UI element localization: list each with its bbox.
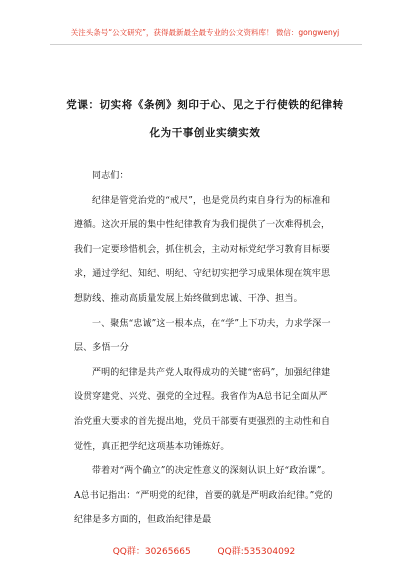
footer-qq-group-2: QQ群:535304092 — [217, 547, 296, 557]
paragraph: 纪律是管党治党的“戒尺”，也是党员约束自身行为的标准和遵循。这次开展的集中性纪律教育为我们提供了一次难得机会，我们一定要珍惜机会，抓住机会，主动对标党纪学习教育目标要求，通过学纪、知纪、明纪、守纪切实把学习成果体现在筑牢思想防线、推动高质量发展上始终做到忠诚、干净、担当。 — [74, 195, 331, 304]
salutation: 同志们： — [92, 171, 129, 181]
document-body — [74, 164, 336, 533]
document-title-line-2: 化为干事创业实绩实效 — [149, 127, 261, 139]
document-title-line-1: 党课：切实将《条例》刻印于心、见之于行使铁的纪律转 — [66, 99, 344, 111]
section-heading: 一、聚焦“忠诚”这一根本点，在“学”上下功夫，力求学深一层、多悟一分 — [74, 318, 331, 354]
page-header-notice: 关注头条号“公文研究”，获得最新最全最专业的公文资料库！ 微信：gongwenyj — [70, 28, 340, 37]
footer-qq-group-1: QQ群：30265665 — [112, 547, 191, 557]
header-divider — [50, 44, 362, 45]
page-footer — [0, 544, 408, 557]
paragraph: 带着对“两个确立”的决定性意义的深刻认识上好“政治课”。A总书记指出：“严明党的纪律，首要的就是严明政治纪律。”党的纪律是多方面的，但政治纪律是最 — [74, 466, 333, 526]
paragraph: 严明的纪律是共产党人取得成功的关键“密码”，加强纪律建设贯穿建党、兴党、强党的全过程。我省作为A总书记全面从严治党重大要求的首先提出地，党员干部要有更强烈的主动性和自觉性，真正把学纪这项基本功锤炼好。 — [74, 367, 331, 452]
